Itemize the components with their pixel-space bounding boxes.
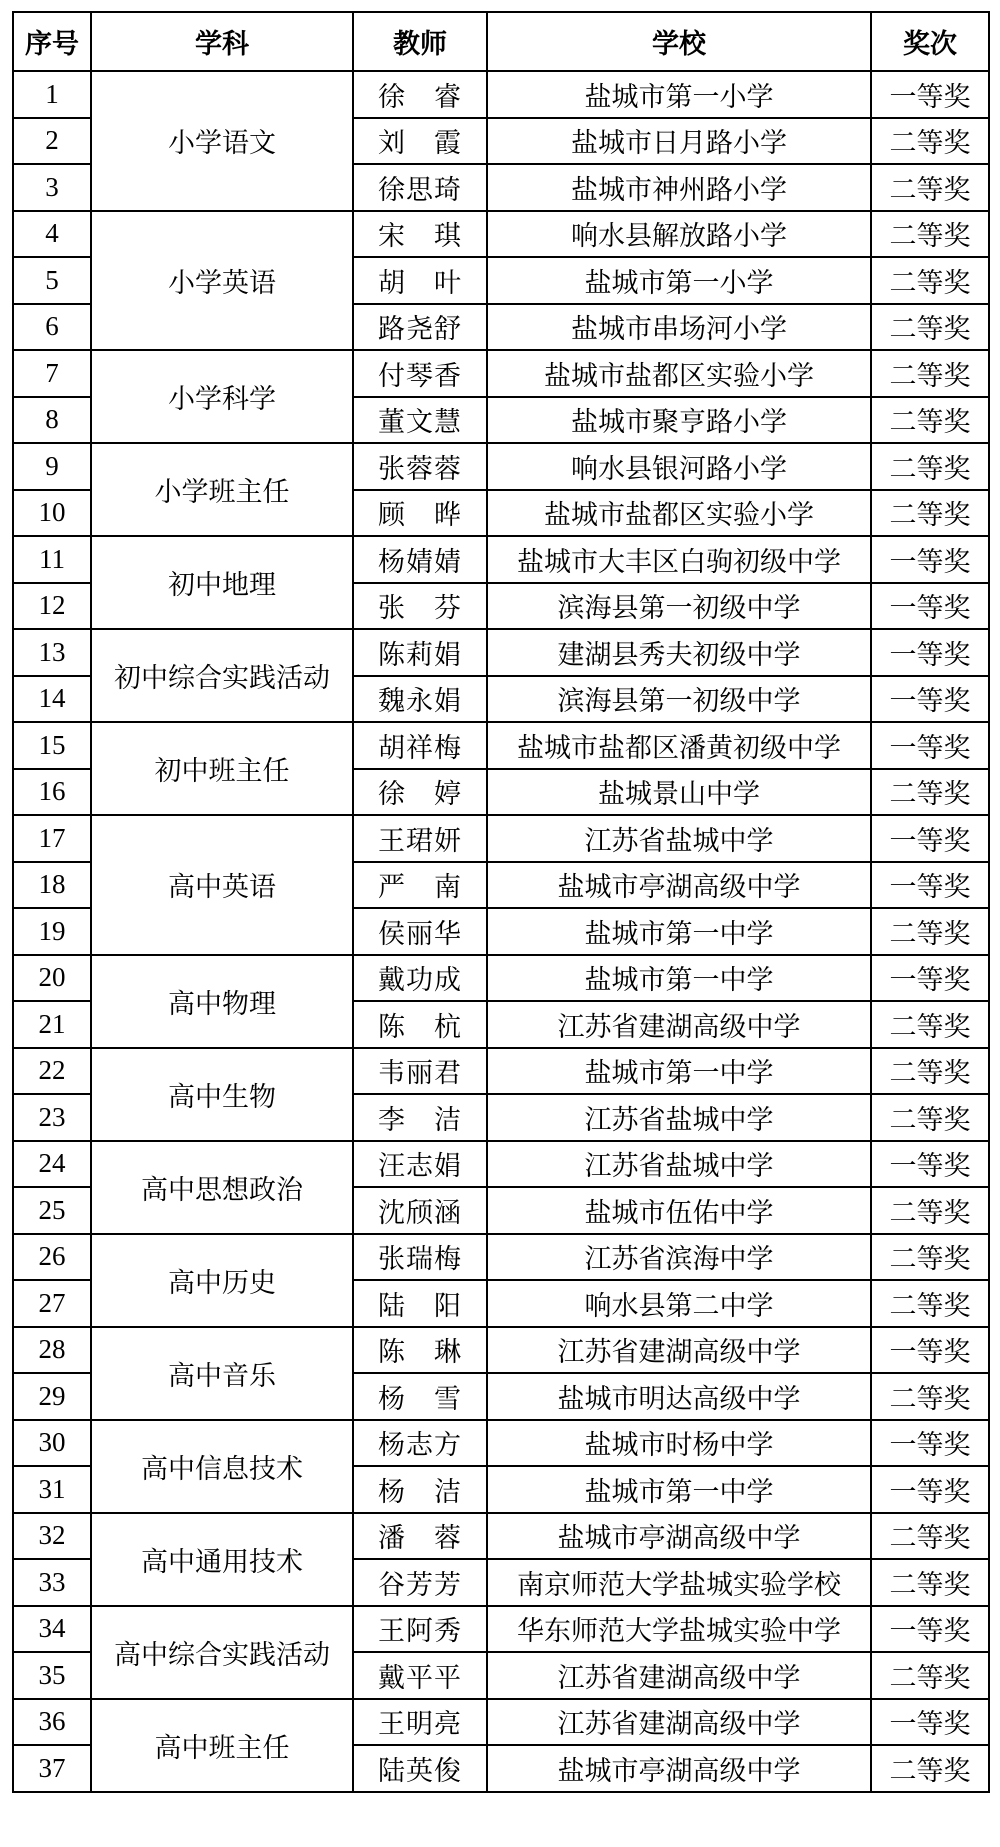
table-row	[13, 1141, 989, 1188]
subject-cell: 小学英语	[91, 211, 353, 351]
school-cell: 盐城市伍佑中学	[487, 1187, 871, 1234]
teacher-cell: 陆 阳	[353, 1280, 487, 1327]
school-cell: 盐城市第一小学	[487, 71, 871, 118]
teacher-cell: 张 芬	[353, 583, 487, 630]
award-cell: 二等奖	[871, 1280, 989, 1327]
subject-cell: 高中班主任	[91, 1699, 353, 1792]
award-cell: 二等奖	[871, 1048, 989, 1095]
award-cell: 二等奖	[871, 443, 989, 490]
teacher-cell: 沈颀涵	[353, 1187, 487, 1234]
school-cell: 建湖县秀夫初级中学	[487, 629, 871, 676]
header-teacher: 教师	[353, 12, 487, 71]
school-cell: 滨海县第一初级中学	[487, 583, 871, 630]
teacher-cell: 胡祥梅	[353, 722, 487, 769]
teacher-cell: 杨志方	[353, 1420, 487, 1467]
award-cell: 一等奖	[871, 1327, 989, 1374]
award-cell: 一等奖	[871, 71, 989, 118]
teacher-cell: 陈 杭	[353, 1001, 487, 1048]
table-row	[13, 1234, 989, 1281]
award-cell: 二等奖	[871, 350, 989, 397]
row-number: 36	[13, 1699, 91, 1746]
row-number: 2	[13, 118, 91, 165]
teacher-cell: 韦丽君	[353, 1048, 487, 1095]
table-row	[13, 350, 989, 397]
row-number: 33	[13, 1559, 91, 1606]
teacher-cell: 胡 叶	[353, 257, 487, 304]
subject-cell: 高中思想政治	[91, 1141, 353, 1234]
school-cell: 江苏省建湖高级中学	[487, 1699, 871, 1746]
teacher-cell: 戴平平	[353, 1652, 487, 1699]
header-school: 学校	[487, 12, 871, 71]
award-cell: 一等奖	[871, 815, 989, 862]
row-number: 5	[13, 257, 91, 304]
table-row	[13, 1606, 989, 1653]
row-number: 7	[13, 350, 91, 397]
award-cell: 一等奖	[871, 1141, 989, 1188]
row-number: 35	[13, 1652, 91, 1699]
header-row	[13, 12, 989, 71]
teacher-cell: 路尧舒	[353, 304, 487, 351]
award-cell: 二等奖	[871, 257, 989, 304]
school-cell: 南京师范大学盐城实验学校	[487, 1559, 871, 1606]
award-cell: 二等奖	[871, 211, 989, 258]
award-cell: 二等奖	[871, 769, 989, 816]
teacher-cell: 魏永娟	[353, 676, 487, 723]
row-number: 27	[13, 1280, 91, 1327]
award-cell: 一等奖	[871, 536, 989, 583]
award-cell: 一等奖	[871, 676, 989, 723]
school-cell: 响水县第二中学	[487, 1280, 871, 1327]
subject-cell: 小学班主任	[91, 443, 353, 536]
teacher-cell: 顾 晔	[353, 490, 487, 537]
subject-cell: 小学科学	[91, 350, 353, 443]
teacher-cell: 王阿秀	[353, 1606, 487, 1653]
table-row	[13, 1048, 989, 1095]
school-cell: 盐城市时杨中学	[487, 1420, 871, 1467]
teacher-cell: 付琴香	[353, 350, 487, 397]
table-row	[13, 1420, 989, 1467]
subject-cell: 高中物理	[91, 955, 353, 1048]
award-cell: 一等奖	[871, 1420, 989, 1467]
school-cell: 华东师范大学盐城实验中学	[487, 1606, 871, 1653]
row-number: 18	[13, 862, 91, 909]
teacher-cell: 杨婧婧	[353, 536, 487, 583]
table-row	[13, 629, 989, 676]
row-number: 20	[13, 955, 91, 1002]
teacher-cell: 张瑞梅	[353, 1234, 487, 1281]
row-number: 1	[13, 71, 91, 118]
school-cell: 盐城市第一中学	[487, 1466, 871, 1513]
row-number: 13	[13, 629, 91, 676]
teacher-cell: 刘 霞	[353, 118, 487, 165]
row-number: 10	[13, 490, 91, 537]
row-number: 3	[13, 164, 91, 211]
school-cell: 江苏省盐城中学	[487, 1094, 871, 1141]
award-cell: 二等奖	[871, 304, 989, 351]
award-cell: 二等奖	[871, 1373, 989, 1420]
school-cell: 盐城市亭湖高级中学	[487, 1745, 871, 1792]
teacher-cell: 戴功成	[353, 955, 487, 1002]
row-number: 15	[13, 722, 91, 769]
school-cell: 盐城市聚亨路小学	[487, 397, 871, 444]
table-row	[13, 211, 989, 258]
teacher-cell: 徐 婷	[353, 769, 487, 816]
teacher-cell: 董文慧	[353, 397, 487, 444]
award-cell: 二等奖	[871, 1187, 989, 1234]
row-number: 17	[13, 815, 91, 862]
subject-cell: 高中英语	[91, 815, 353, 955]
award-cell: 二等奖	[871, 1001, 989, 1048]
teacher-cell: 陆英俊	[353, 1745, 487, 1792]
table-row	[13, 722, 989, 769]
awards-table	[12, 11, 990, 1793]
subject-cell: 高中信息技术	[91, 1420, 353, 1513]
award-cell: 二等奖	[871, 1234, 989, 1281]
row-number: 19	[13, 908, 91, 955]
subject-cell: 高中通用技术	[91, 1513, 353, 1606]
school-cell: 江苏省盐城中学	[487, 1141, 871, 1188]
award-cell: 二等奖	[871, 1513, 989, 1560]
table-row	[13, 71, 989, 118]
header-award: 奖次	[871, 12, 989, 71]
row-number: 31	[13, 1466, 91, 1513]
school-cell: 盐城市大丰区白驹初级中学	[487, 536, 871, 583]
award-cell: 二等奖	[871, 908, 989, 955]
award-cell: 一等奖	[871, 1699, 989, 1746]
row-number: 34	[13, 1606, 91, 1653]
header-no: 序号	[13, 12, 91, 71]
school-cell: 响水县解放路小学	[487, 211, 871, 258]
teacher-cell: 杨 洁	[353, 1466, 487, 1513]
table-row	[13, 443, 989, 490]
row-number: 28	[13, 1327, 91, 1374]
award-cell: 二等奖	[871, 118, 989, 165]
award-cell: 一等奖	[871, 629, 989, 676]
subject-cell: 初中综合实践活动	[91, 629, 353, 722]
teacher-cell: 陈莉娟	[353, 629, 487, 676]
award-cell: 一等奖	[871, 955, 989, 1002]
subject-cell: 高中生物	[91, 1048, 353, 1141]
teacher-cell: 陈 琳	[353, 1327, 487, 1374]
teacher-cell: 张蓉蓉	[353, 443, 487, 490]
row-number: 26	[13, 1234, 91, 1281]
school-cell: 盐城市日月路小学	[487, 118, 871, 165]
row-number: 14	[13, 676, 91, 723]
table-row	[13, 1513, 989, 1560]
award-cell: 一等奖	[871, 1466, 989, 1513]
school-cell: 盐城市第一中学	[487, 955, 871, 1002]
school-cell: 盐城景山中学	[487, 769, 871, 816]
row-number: 24	[13, 1141, 91, 1188]
award-cell: 二等奖	[871, 490, 989, 537]
subject-cell: 初中班主任	[91, 722, 353, 815]
row-number: 30	[13, 1420, 91, 1467]
teacher-cell: 李 洁	[353, 1094, 487, 1141]
school-cell: 盐城市第一中学	[487, 908, 871, 955]
award-cell: 一等奖	[871, 862, 989, 909]
teacher-cell: 杨 雪	[353, 1373, 487, 1420]
teacher-cell: 徐 睿	[353, 71, 487, 118]
table-body	[13, 71, 989, 1792]
teacher-cell: 宋 琪	[353, 211, 487, 258]
row-number: 12	[13, 583, 91, 630]
row-number: 4	[13, 211, 91, 258]
school-cell: 盐城市第一小学	[487, 257, 871, 304]
table-row	[13, 536, 989, 583]
subject-cell: 高中历史	[91, 1234, 353, 1327]
subject-cell: 高中综合实践活动	[91, 1606, 353, 1699]
school-cell: 盐城市第一中学	[487, 1048, 871, 1095]
school-cell: 盐城市明达高级中学	[487, 1373, 871, 1420]
school-cell: 江苏省建湖高级中学	[487, 1001, 871, 1048]
row-number: 29	[13, 1373, 91, 1420]
teacher-cell: 侯丽华	[353, 908, 487, 955]
school-cell: 盐城市亭湖高级中学	[487, 862, 871, 909]
school-cell: 盐城市盐都区实验小学	[487, 490, 871, 537]
teacher-cell: 徐思琦	[353, 164, 487, 211]
school-cell: 江苏省盐城中学	[487, 815, 871, 862]
row-number: 6	[13, 304, 91, 351]
header-subject: 学科	[91, 12, 353, 71]
award-cell: 二等奖	[871, 1559, 989, 1606]
row-number: 37	[13, 1745, 91, 1792]
school-cell: 盐城市盐都区实验小学	[487, 350, 871, 397]
school-cell: 盐城市盐都区潘黄初级中学	[487, 722, 871, 769]
row-number: 21	[13, 1001, 91, 1048]
teacher-cell: 谷芳芳	[353, 1559, 487, 1606]
row-number: 9	[13, 443, 91, 490]
teacher-cell: 汪志娟	[353, 1141, 487, 1188]
school-cell: 盐城市亭湖高级中学	[487, 1513, 871, 1560]
row-number: 32	[13, 1513, 91, 1560]
row-number: 25	[13, 1187, 91, 1234]
table-row	[13, 955, 989, 1002]
teacher-cell: 王珺妍	[353, 815, 487, 862]
teacher-cell: 王明亮	[353, 1699, 487, 1746]
school-cell: 响水县银河路小学	[487, 443, 871, 490]
table-row	[13, 815, 989, 862]
school-cell: 盐城市神州路小学	[487, 164, 871, 211]
school-cell: 盐城市串场河小学	[487, 304, 871, 351]
row-number: 8	[13, 397, 91, 444]
award-cell: 二等奖	[871, 1094, 989, 1141]
subject-cell: 初中地理	[91, 536, 353, 629]
subject-cell: 小学语文	[91, 71, 353, 211]
award-cell: 二等奖	[871, 1745, 989, 1792]
award-cell: 一等奖	[871, 583, 989, 630]
teacher-cell: 潘 蓉	[353, 1513, 487, 1560]
award-cell: 一等奖	[871, 1606, 989, 1653]
row-number: 22	[13, 1048, 91, 1095]
award-cell: 二等奖	[871, 397, 989, 444]
school-cell: 江苏省滨海中学	[487, 1234, 871, 1281]
row-number: 23	[13, 1094, 91, 1141]
award-cell: 二等奖	[871, 164, 989, 211]
subject-cell: 高中音乐	[91, 1327, 353, 1420]
school-cell: 江苏省建湖高级中学	[487, 1652, 871, 1699]
school-cell: 滨海县第一初级中学	[487, 676, 871, 723]
row-number: 11	[13, 536, 91, 583]
award-cell: 二等奖	[871, 1652, 989, 1699]
table-row	[13, 1699, 989, 1746]
school-cell: 江苏省建湖高级中学	[487, 1327, 871, 1374]
teacher-cell: 严 南	[353, 862, 487, 909]
row-number: 16	[13, 769, 91, 816]
award-cell: 一等奖	[871, 722, 989, 769]
table-row	[13, 1327, 989, 1374]
